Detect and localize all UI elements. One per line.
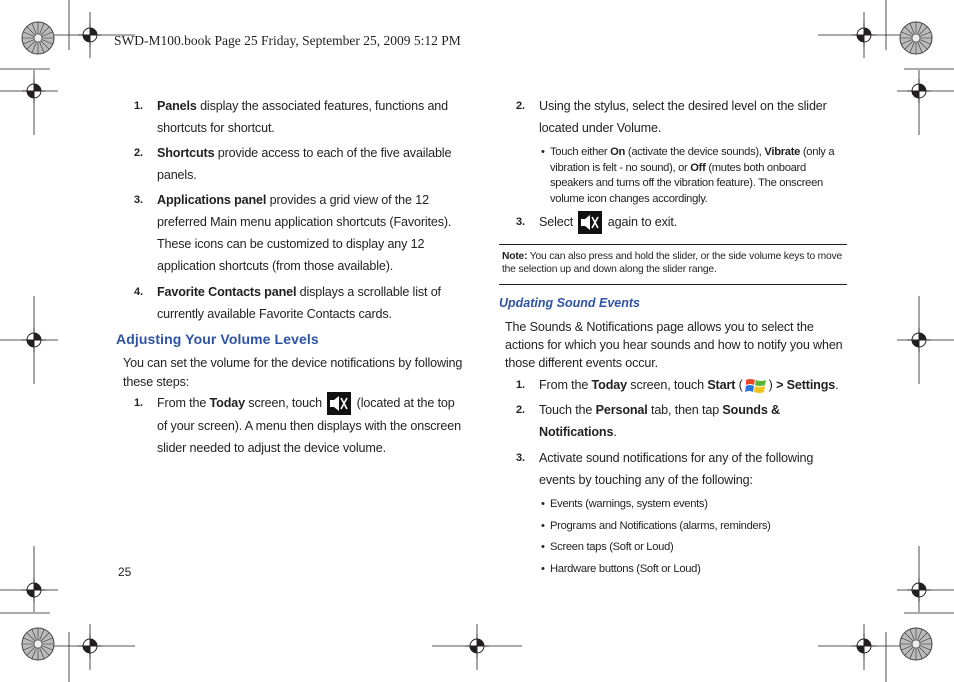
list-item: 2. Using the stylus, select the desired level on the slider located under Volume. (516, 99, 827, 135)
list-item: 3. Applications panel provides a grid view of the 12 preferred Main menu application shortcuts (Favorites). These icons can be customized to display any 12 application shortcuts (from those available). (134, 193, 452, 273)
page-number: 25 (118, 565, 132, 579)
note-text: Note: You can also press and hold the slider, or the side volume keys to move the selection up and down along the slider range. (502, 251, 843, 275)
list-item: 2. Shortcuts provide access to each of the five available panels. (134, 146, 452, 182)
bullet-item: • Screen taps (Soft or Loud) (541, 541, 674, 553)
registration-mark-icon (907, 578, 931, 602)
list-item: 1. From the Today screen, touch (located at the top of your screen). A menu then displays with the onscreen slider needed to adjust the device volume. (116, 392, 468, 459)
registration-mark-icon (907, 328, 931, 352)
color-wheel-icon (22, 22, 54, 54)
page-header: SWD-M100.book Page 25 Friday, September 25, 2009 5:12 PM (114, 33, 461, 48)
bullet-item: • Events (warnings, system events) (541, 498, 708, 510)
list-item: 3. Activate sound notifications for any of the following events by touching any of the following: (516, 451, 814, 487)
list-item: 4. Favorite Contacts panel displays a scrollable list of currently available Favorite Contacts cards. (134, 285, 441, 321)
color-wheel-icon (900, 628, 932, 660)
registration-mark-icon (78, 23, 102, 47)
registration-mark-icon (852, 23, 876, 47)
bullet-item: • Programs and Notifications (alarms, reminders) (541, 519, 771, 532)
right-intro: The Sounds & Notifications page allows you to select the actions for which you hear sounds and how to notify you when those different events occur. (505, 320, 843, 370)
color-wheel-icon (22, 628, 54, 660)
left-column (116, 95, 468, 325)
color-wheel-icon (900, 22, 932, 54)
list-item: 1. Panels display the associated features, functions and shortcuts for shortcut. (134, 99, 449, 135)
bullet-item: • Touch either On (activate the device sounds), Vibrate (only a vibration is felt - no sound), or Off (mutes both onboard speakers and turns off the vibration feature). The onscreen volume icon changes accordingly. (541, 146, 835, 205)
registration-mark-icon (907, 79, 931, 103)
list-item: 2. Touch the Personal tab, then tap Sounds & Notifications. (516, 403, 780, 439)
left-step (116, 392, 468, 459)
volume-icon (327, 392, 351, 415)
registration-mark-icon (22, 79, 46, 103)
registration-mark-icon (852, 634, 876, 658)
list-item: 3. Select again to exit. (499, 211, 851, 234)
section-heading: Adjusting Your Volume Levels (116, 331, 319, 347)
windows-start-icon (744, 376, 768, 396)
left-intro: You can set the volume for the device notifications by following these steps: (123, 356, 463, 389)
registration-mark-icon (22, 328, 46, 352)
registration-mark-icon (22, 578, 46, 602)
bullet-item: • Hardware buttons (Soft or Loud) (541, 562, 701, 575)
volume-icon (578, 211, 602, 234)
registration-mark-icon (465, 634, 489, 658)
list-item: 1. From the Today screen, touch Start ( ) > Settings. (499, 374, 851, 396)
note-box (499, 244, 847, 285)
section-heading: Updating Sound Events (499, 296, 640, 310)
right-column-top (499, 95, 851, 234)
registration-mark-icon (78, 634, 102, 658)
right-steps (499, 374, 851, 577)
